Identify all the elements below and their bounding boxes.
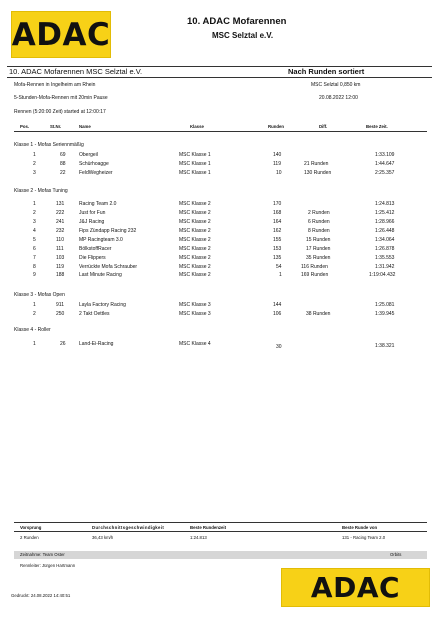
info-race-type: 5-Stunden-Mofa-Rennen mit 20min Pause (14, 95, 108, 101)
cell-runden: 140 (273, 152, 282, 158)
cell-nr: 131 (56, 201, 65, 207)
table-row (0, 311, 441, 319)
cell-klasse: MSC Klasse 2 (179, 272, 211, 278)
cell-nr: 103 (56, 255, 65, 261)
cell-name: FeldWegheizer (79, 170, 113, 176)
summary-label-vorsprung: Vorsprung (20, 525, 42, 530)
cell-name: Just for Fun (79, 210, 106, 216)
page-subtitle: MSC Selztal e.V. (212, 31, 274, 40)
cell-name: Obergeil (79, 152, 98, 158)
cell-runden: 54 (276, 264, 282, 270)
col-name: Name (79, 124, 91, 129)
cell-runden: 168 (273, 210, 282, 216)
group-title: Klasse 4 - Roller (14, 327, 51, 333)
cell-name: Fips Zündapp Racing 232 (79, 228, 137, 234)
cell-best: 1:35.553 (375, 255, 395, 261)
summary-value-durchschnitt: 36,43 km/h (92, 535, 114, 540)
cell-pos: 2 (33, 210, 36, 216)
cell-runden: 1 (279, 272, 282, 278)
cell-runden: 30 (276, 344, 282, 350)
table-row (0, 302, 441, 310)
cell-name: Layla Factory Racing (79, 302, 126, 308)
cell-pos: 1 (33, 302, 36, 308)
cell-nr: 22 (60, 170, 66, 176)
cell-runden: 144 (273, 302, 282, 308)
cell-best: 1:25.081 (375, 302, 395, 308)
table-row (0, 161, 441, 169)
cell-name: Land-Ei-Racing (79, 341, 114, 347)
cell-nr: 110 (56, 237, 64, 243)
summary-value-beste-rundenzeit: 1:24.813 (190, 535, 207, 540)
cell-diff: 17 Runden (306, 246, 331, 252)
cell-pos: 8 (33, 264, 36, 270)
cell-nr: 232 (56, 228, 65, 234)
cell-nr: 88 (60, 161, 66, 167)
timing-label: Zeitnahme: Team Oster (20, 552, 65, 557)
col-klasse: Klasse (190, 124, 204, 129)
cell-name: Racing Team 2.0 (79, 201, 117, 207)
cell-diff: 35 Runden (306, 255, 331, 261)
summary-value-beste-runde-von: 131 - Racing Team 2.0 (342, 535, 386, 540)
cell-klasse: MSC Klasse 4 (179, 341, 211, 347)
cell-klasse: MSC Klasse 3 (179, 311, 211, 317)
cell-pos: 1 (33, 152, 36, 158)
cell-nr: 241 (56, 219, 65, 225)
cell-klasse: MSC Klasse 2 (179, 210, 211, 216)
group-title: Klasse 3 - Mofas Open (14, 292, 65, 298)
table-row (0, 255, 441, 263)
cell-klasse: MSC Klasse 1 (179, 161, 211, 167)
page-title: 10. ADAC Mofarennen (187, 16, 287, 27)
info-track: MSC Selztal 0,850 km (311, 82, 361, 88)
cell-nr: 250 (56, 311, 65, 317)
cell-diff: 6 Runden (308, 219, 330, 225)
table-row (0, 210, 441, 218)
cell-name: Verrückte Mofa Schrauber (79, 264, 138, 270)
info-location: Mofa-Rennen in Ingelheim am Rhein (14, 82, 96, 88)
cell-best: 2:25.357 (375, 170, 395, 176)
cell-runden: 106 (273, 311, 282, 317)
cell-klasse: MSC Klasse 1 (179, 170, 211, 176)
cell-pos: 3 (33, 219, 36, 225)
cell-nr: 26 (60, 341, 66, 347)
cell-best: 1:25.412 (375, 210, 395, 216)
cell-klasse: MSC Klasse 3 (179, 302, 211, 308)
info-date: 20.08.2022 12:00 (319, 95, 358, 101)
table-row (0, 246, 441, 254)
cell-name: BölkstoffRacer (79, 246, 112, 252)
print-date: Gedruckt: 24.08.2022 14:40:51 (11, 593, 71, 598)
summary-header-rule (14, 531, 427, 532)
summary-label-durchschnitt: Durchschnittsgeschwindigkeit (92, 525, 165, 530)
cell-pos: 7 (33, 255, 36, 261)
cell-pos: 5 (33, 237, 36, 243)
cell-pos: 2 (33, 161, 36, 167)
timing-bar (14, 551, 427, 559)
table-row (0, 237, 441, 245)
table-row (0, 152, 441, 160)
cell-name: 2 Takt Oettles (79, 311, 110, 317)
summary-value-vorsprung: 2 Runden (20, 535, 39, 540)
cell-best: 1:38.321 (375, 343, 395, 349)
cell-name: MP Racingteam 3.0 (79, 237, 123, 243)
cell-best: 1:19:04.432 (369, 272, 396, 278)
banner-right-text: Nach Runden sortiert (288, 67, 365, 76)
cell-runden: 155 (273, 237, 282, 243)
table-row (0, 228, 441, 236)
cell-best: 1:39.945 (375, 311, 395, 317)
cell-klasse: MSC Klasse 2 (179, 255, 211, 261)
cell-pos: 9 (33, 272, 36, 278)
cell-klasse: MSC Klasse 2 (179, 228, 211, 234)
cell-pos: 6 (33, 246, 36, 252)
cell-name: Schürhoagge (79, 161, 109, 167)
cell-klasse: MSC Klasse 2 (179, 201, 211, 207)
cell-best: 1:24.813 (375, 201, 395, 207)
cell-runden: 153 (273, 246, 282, 252)
cell-runden: 10 (276, 170, 282, 176)
col-diff: Diff. (319, 124, 328, 129)
cell-best: 1:33.109 (375, 152, 395, 158)
cell-pos: 2 (33, 311, 36, 317)
group-title: Klasse 2 - Mofas Tuning (14, 188, 68, 194)
cell-best: 1:44.647 (375, 161, 395, 167)
cell-pos: 3 (33, 170, 36, 176)
cell-best: 1:26.878 (375, 246, 395, 252)
col-stnr: St.Nr. (50, 124, 62, 129)
table-row (0, 264, 441, 272)
cell-name: J&J Racing (79, 219, 105, 225)
table-row (0, 272, 441, 280)
table-row (0, 219, 441, 227)
cell-pos: 1 (33, 341, 36, 347)
cell-nr: 111 (56, 246, 64, 252)
cell-nr: 911 (56, 302, 64, 308)
table-row (0, 170, 441, 178)
cell-nr: 222 (56, 210, 65, 216)
cell-best: 1:26.448 (375, 228, 395, 234)
table-row (0, 201, 441, 209)
cell-klasse: MSC Klasse 2 (179, 219, 211, 225)
summary-label-beste-runde-von: Beste Runde von (342, 525, 378, 530)
cell-name: Last Minute Racing (79, 272, 122, 278)
adac-logo-text: ADAC (11, 16, 111, 53)
adac-logo-bottom (281, 568, 430, 607)
adac-logo-text: ADAC (310, 571, 401, 604)
banner-bottom-rule (7, 77, 432, 78)
cell-pos: 1 (33, 201, 36, 207)
cell-runden: 170 (273, 201, 282, 207)
cell-runden: 162 (273, 228, 282, 234)
cell-klasse: MSC Klasse 2 (179, 264, 211, 270)
cell-nr: 119 (56, 264, 64, 270)
cell-diff: 116 Runden (301, 264, 328, 270)
summary-top-rule (14, 522, 427, 523)
header-rule (14, 131, 427, 132)
summary-label-beste-rundenzeit: Beste Rundenzeit (190, 525, 227, 530)
col-pos: Pos. (20, 124, 30, 129)
cell-klasse: MSC Klasse 2 (179, 246, 211, 252)
cell-diff: 15 Runden (306, 237, 331, 243)
cell-klasse: MSC Klasse 1 (179, 152, 211, 158)
cell-runden: 135 (273, 255, 282, 261)
timing-system: Orbits (390, 552, 402, 557)
cell-klasse: MSC Klasse 2 (179, 237, 211, 243)
cell-diff: 2 Runden (308, 210, 330, 216)
group-title: Klasse 1 - Mofas Seriennmäßig (14, 142, 84, 148)
cell-diff: 8 Runden (308, 228, 330, 234)
cell-runden: 164 (273, 219, 282, 225)
banner-left-text: 10. ADAC Mofarennen MSC Selztal e.V. (9, 67, 143, 76)
col-beste-zeit: Beste Zeit. (366, 124, 388, 129)
col-runden: Runden (268, 124, 284, 129)
cell-nr: 69 (60, 152, 66, 158)
cell-diff: 21 Runden (304, 161, 329, 167)
cell-name: Die Flippers (79, 255, 106, 261)
cell-pos: 4 (33, 228, 36, 234)
cell-runden: 119 (273, 161, 281, 167)
cell-best: 1:34.064 (375, 237, 395, 243)
info-start: Rennen (5:20:00 Zeit) started at 12:00:17 (14, 109, 106, 115)
table-row (0, 341, 441, 349)
cell-best: 1:28.966 (375, 219, 395, 225)
cell-diff: 169 Runden (301, 272, 329, 278)
cell-diff: 38 Runden (306, 311, 331, 317)
race-director: Rennleiter: Jürgen Hartmann (20, 563, 76, 568)
cell-diff: 130 Runden (304, 170, 332, 176)
cell-nr: 188 (56, 272, 65, 278)
adac-logo-top (11, 11, 111, 58)
cell-best: 1:31.942 (375, 264, 395, 270)
